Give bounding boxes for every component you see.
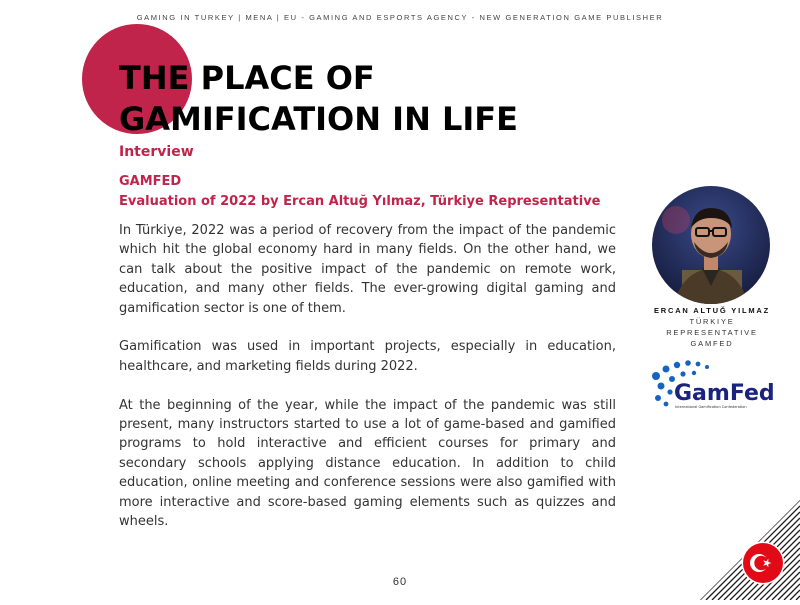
page-number: 60 [392,576,408,588]
turkey-flag-icon [741,541,785,585]
person-country: TÜRKIYE [689,317,735,326]
person-org: GAMFED [690,339,734,348]
portrait-photo [652,186,770,304]
article-body [119,221,616,551]
logo-tagline: International Gamification Confederation [675,405,747,409]
paragraph-2: Gamification was used in important projects, especially in education, healthcare, and marketing fields during 2022. [119,339,616,374]
subhead-byline: Evaluation of 2022 by Ercan Altuğ Yılmaz, Türkiye Representative [119,194,601,209]
gamfed-logo [650,356,776,416]
title-line-2: GAMIFICATION IN LIFE [119,100,519,138]
page-title [119,58,518,140]
section-label: Interview [119,144,194,160]
article-subhead [119,172,601,212]
person-name: ERCAN ALTUĞ YILMAZ [653,306,770,315]
header-tagline: GAMING IN TURKEY | MENA | EU - GAMING AND ESPORTS AGENCY - NEW GENERATION GAME PUBLISHER [136,13,664,22]
paragraph-3: At the beginning of the year, while the impact of the pandemic was still present, many instructors started to use a lot of game-based and gamified programs to hold interactive and efficient courses for primary and secondary schools applying distance education. In addition to child education, online meeting and conference sessions were also gamified with more interactive and score-based gaming elements such as quizzes and wheels. [119,397,616,530]
person-role: REPRESENTATIVE [666,328,758,337]
title-line-1: THE PLACE OF [119,59,375,97]
person-caption [614,305,800,349]
paragraph-1: In Türkiye, 2022 was a period of recovery from the impact of the pandemic which hit the global economy hard in many fields. On the other hand, we can talk about the positive impact of the pandemic on remote work, education, and many other fields. The ever-growing digital gaming and gamification sector is one of them. [119,223,616,316]
subhead-org: GAMFED [119,174,182,189]
logo-wordmark: GamFed [674,381,775,406]
